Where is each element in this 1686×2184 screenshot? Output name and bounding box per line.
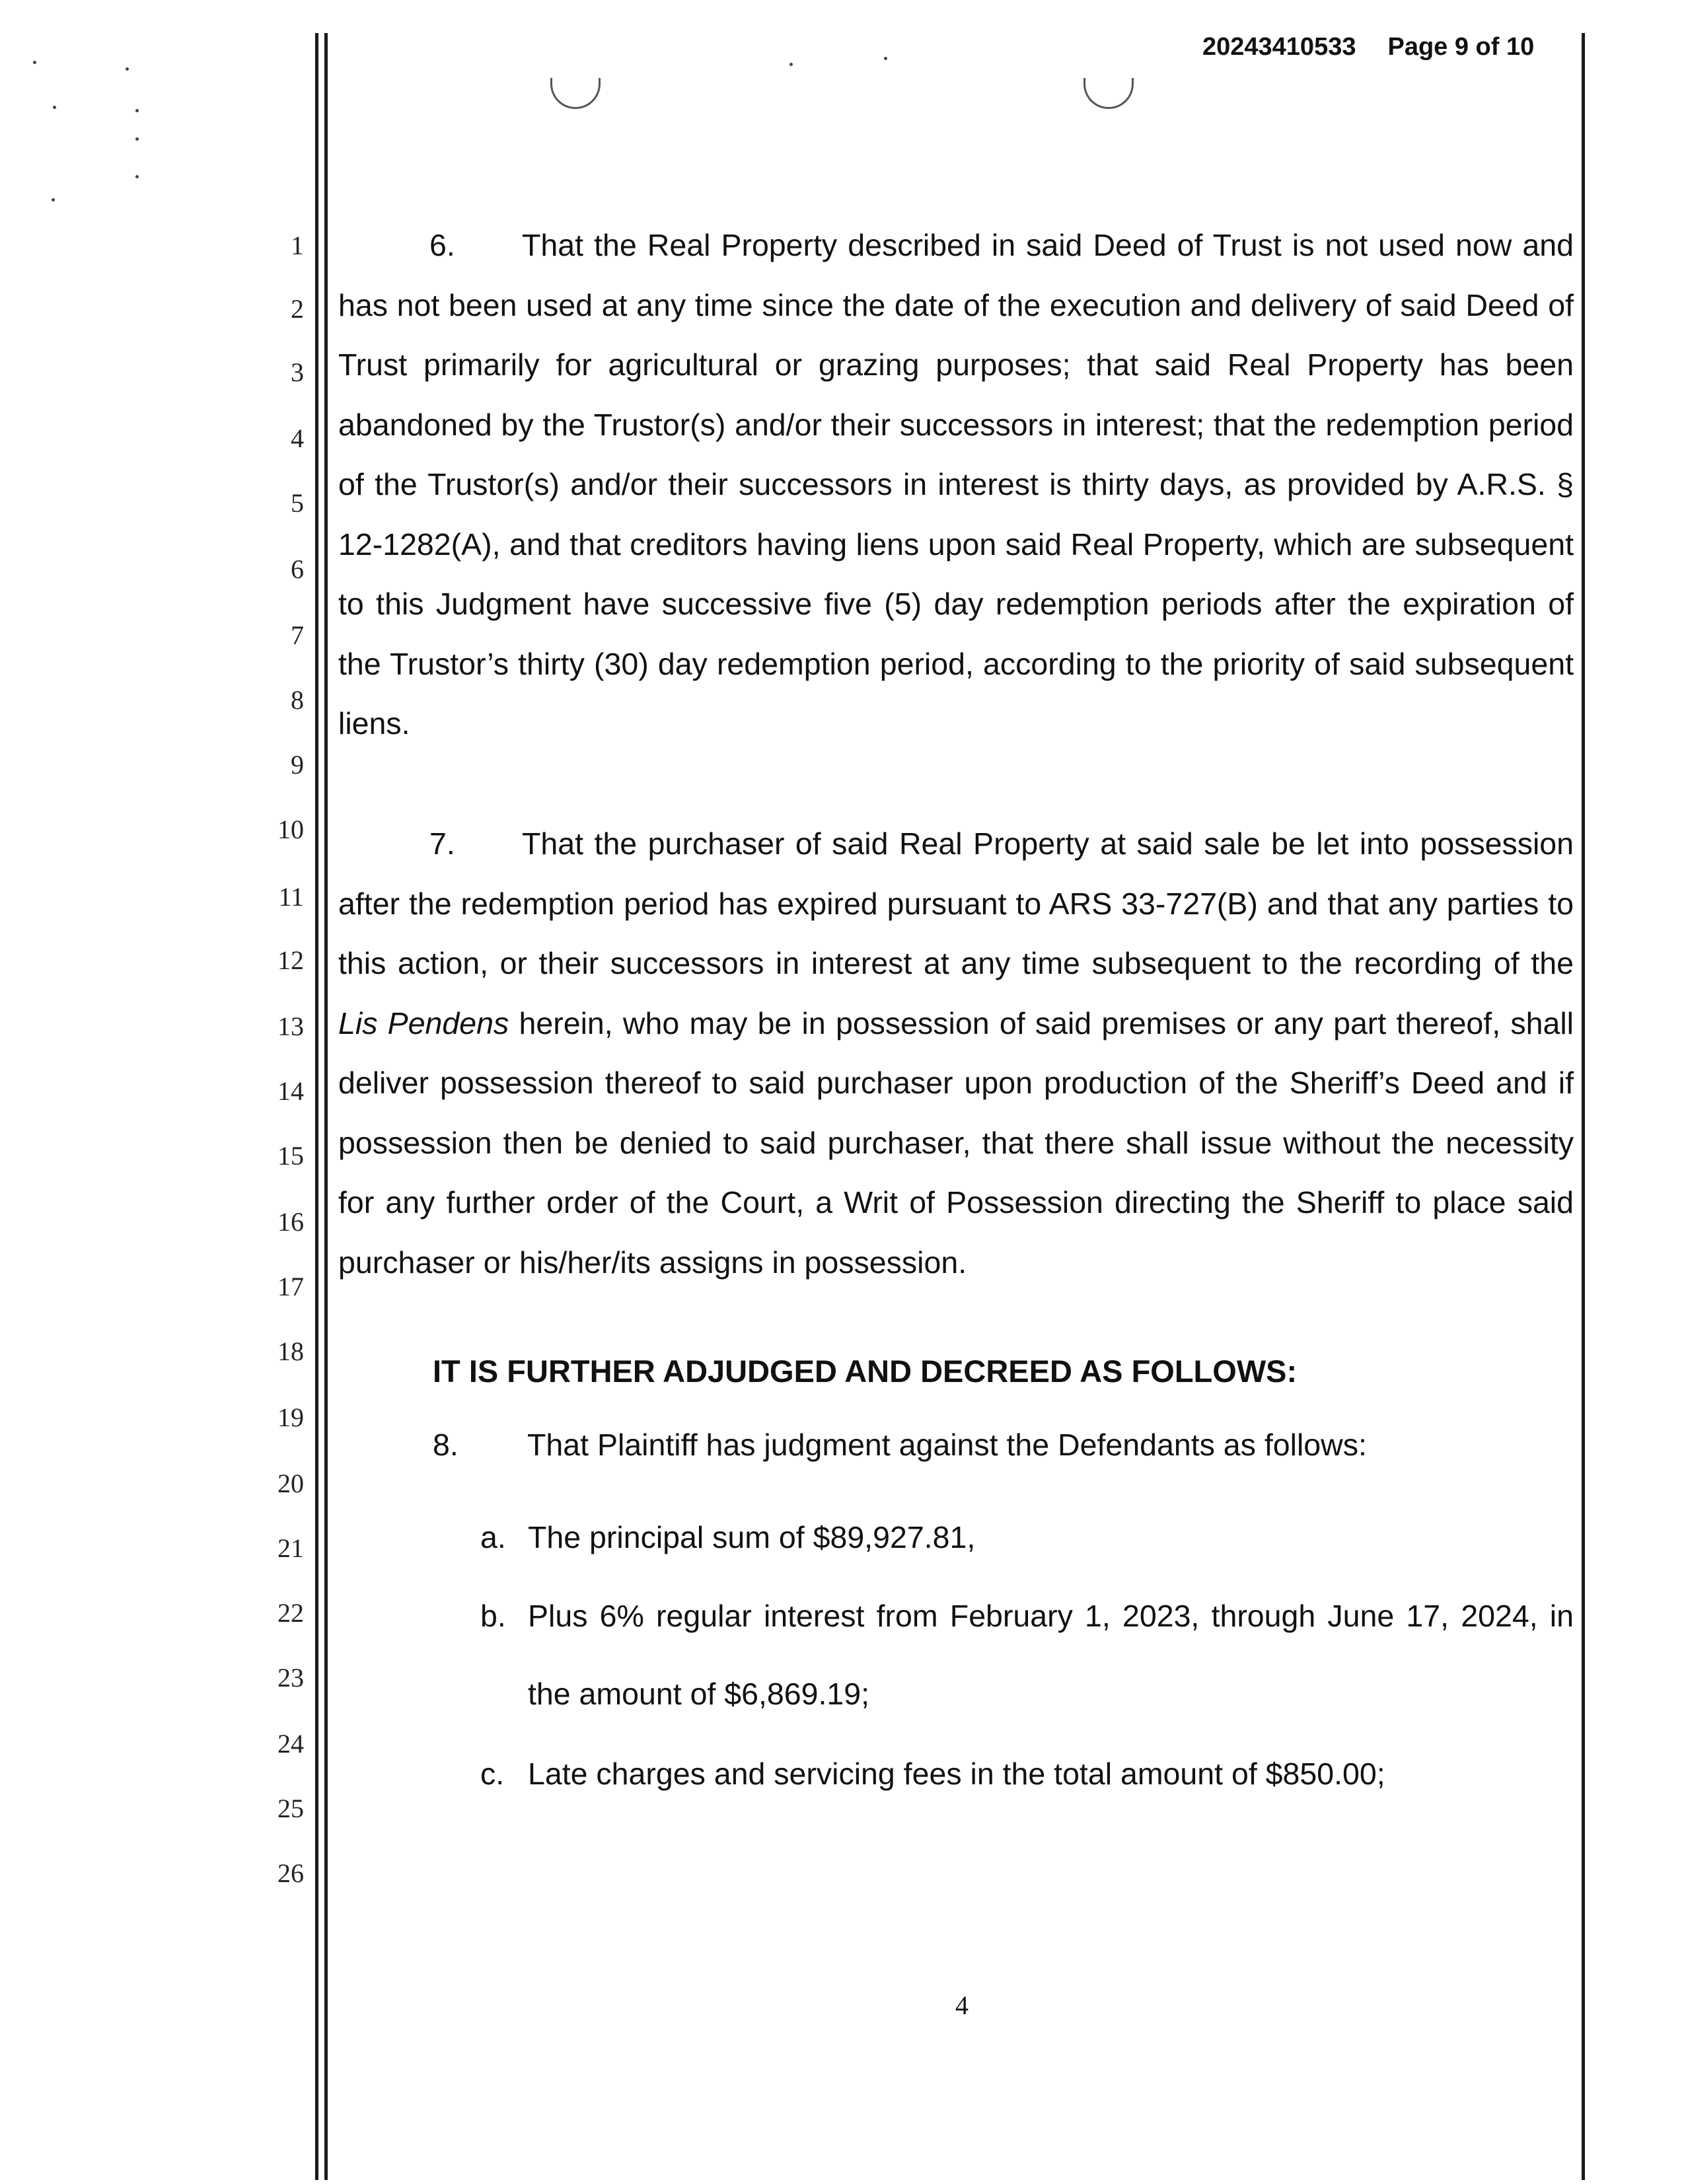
paragraph-text: That the Real Property described in said Deed of Trust is not used now and has not been used at any time since the date of the execution and delivery of said Deed of Trust primarily for agricultural or grazing purposes; that said Real Property has been abandoned by the Trustor(s) and/or their successors in interest; that the redemption period of the Trustor(s) and/or their successors in interest is thirty days, as provided by A.R.S. § 12-1282(A), and that creditors having liens upon said Real Property, which are subsequent to this Judgment have successive five (5) day redemption periods after the expiration of the Trustor’s thirty (30) day redemption period, according to the priority of said subsequent liens. xyxy=(338,228,1574,741)
paragraph-text: That Plaintiff has judgment against the Defendants as follows: xyxy=(527,1428,1367,1462)
paragraph-number: 8. xyxy=(433,1428,458,1462)
line-number: 25 xyxy=(277,1794,304,1823)
paragraph-8 xyxy=(433,1427,1367,1463)
line-number: 17 xyxy=(277,1272,304,1301)
line-number: 18 xyxy=(277,1336,304,1366)
paragraph-text-continued: herein, who may be in possession of said premises or any part thereof, shall deliver possession thereof to said purchaser upon production of the Sheriff’s Deed and if possession then be denied to said purchaser, that there shall issue without the necessity for any further order of the Court, a Writ of Possession directing the Sheriff to place said purchaser or his/her/its assigns in possession. xyxy=(338,1005,1574,1280)
scan-speck xyxy=(135,137,139,141)
paragraph-number: 6. xyxy=(429,228,455,262)
line-number: 10 xyxy=(277,815,304,844)
line-number: 24 xyxy=(277,1729,304,1759)
line-number: 1 xyxy=(291,231,304,260)
left-margin-rule xyxy=(315,33,318,2180)
judgment-item xyxy=(480,1498,1574,1576)
line-number: 12 xyxy=(277,945,304,975)
page-indicator: Page 9 of 10 xyxy=(1387,33,1535,61)
line-number: 15 xyxy=(277,1141,304,1171)
scan-speck xyxy=(884,57,887,60)
scan-speck xyxy=(126,67,129,71)
line-number: 3 xyxy=(291,357,304,387)
page-number: 4 xyxy=(955,1990,969,2020)
line-number: 8 xyxy=(291,685,304,715)
line-number: 19 xyxy=(277,1402,304,1432)
scan-speck xyxy=(135,175,139,178)
punch-hole-mark-right xyxy=(1083,78,1134,109)
line-number: 14 xyxy=(277,1076,304,1106)
line-number: 5 xyxy=(291,488,304,518)
item-letter: c. xyxy=(480,1757,505,1791)
lis-pendens-term: Lis Pendens xyxy=(338,1005,509,1040)
scan-speck xyxy=(52,198,55,201)
item-text: Plus 6% regular interest from February 1, 2023, through June 17, 2024, in the amount of $6,869.19; xyxy=(528,1599,1574,1711)
line-number: 23 xyxy=(277,1663,304,1693)
page-header xyxy=(1202,33,1534,61)
judgment-item xyxy=(480,1577,1574,1733)
paragraph-number: 7. xyxy=(429,826,455,861)
line-number: 20 xyxy=(277,1469,304,1498)
paragraph-7 xyxy=(338,814,1574,1292)
scan-speck xyxy=(135,109,139,112)
left-margin-rule-inner xyxy=(324,33,328,2180)
scan-speck xyxy=(33,61,36,64)
line-number: 11 xyxy=(278,882,304,912)
line-number: 2 xyxy=(291,294,304,324)
scan-speck xyxy=(789,63,793,66)
line-number: 26 xyxy=(277,1858,304,1888)
paragraph-text: That the purchaser of said Real Property at said sale be let into possession after the redemption period has expired pursuant to ARS 33-727(B) and that any parties to this action, or their successors in interest at any time subsequent to the recording of the xyxy=(338,826,1574,980)
punch-hole-mark-left xyxy=(550,78,601,109)
line-number: 9 xyxy=(291,750,304,780)
item-text: Late charges and servicing fees in the total amount of $850.00; xyxy=(528,1757,1385,1791)
document-number: 20243410533 xyxy=(1202,33,1356,61)
line-number: 6 xyxy=(291,554,304,584)
right-margin-rule xyxy=(1582,33,1585,2180)
line-number: 7 xyxy=(291,620,304,650)
item-text: The principal sum of $89,927.81, xyxy=(528,1520,976,1554)
line-number: 21 xyxy=(277,1533,304,1563)
line-number: 16 xyxy=(277,1207,304,1237)
judgment-item xyxy=(480,1735,1574,1813)
item-letter: a. xyxy=(480,1520,506,1554)
line-number: 13 xyxy=(277,1011,304,1041)
scan-speck xyxy=(53,106,56,109)
item-letter: b. xyxy=(480,1599,506,1633)
line-number: 4 xyxy=(291,423,304,453)
section-heading: IT IS FURTHER ADJUDGED AND DECREED AS FOLLOWS: xyxy=(433,1354,1298,1389)
line-number: 22 xyxy=(277,1598,304,1628)
paragraph-6 xyxy=(338,215,1574,754)
